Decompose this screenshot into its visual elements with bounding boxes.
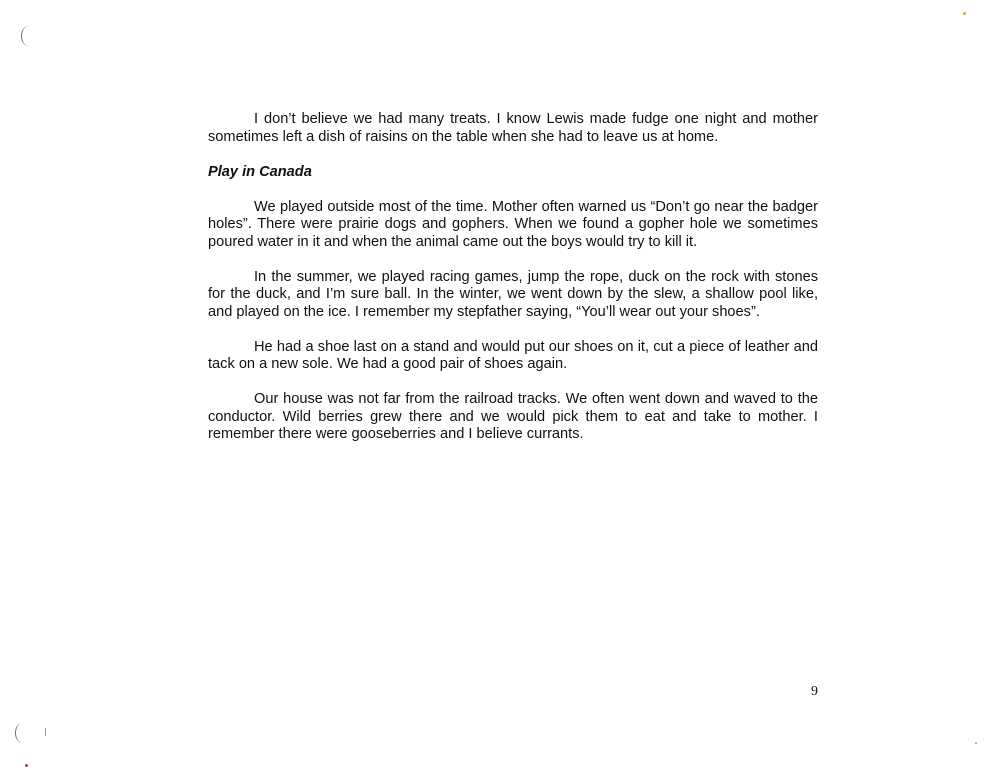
punch-hole-mark-top xyxy=(21,26,36,46)
scan-speck xyxy=(40,728,46,736)
document-body xyxy=(208,111,818,461)
scan-speck xyxy=(963,12,966,15)
scan-speck xyxy=(25,764,28,767)
paragraph-games: In the summer, we played racing games, jump the rope, duck on the rock with stones for the duck, and I’m sure ball. In the winter, we went down by the slew, a shallow pool like, and played on the ice. I remember my stepfather saying, “You’ll wear out your shoes”. xyxy=(208,268,818,320)
punch-hole-mark-bottom xyxy=(15,723,30,743)
section-heading: Play in Canada xyxy=(208,163,312,180)
paragraph-railroad: Our house was not far from the railroad tracks. We often went down and waved to the conductor. Wild berries grew there and we would pick them to eat and take to mother. I remember there were gooseberries and I believe currants. xyxy=(208,391,818,442)
paragraph-outside: We played outside most of the time. Mother often warned us “Don’t go near the badger holes”. There were prairie dogs and gophers. When we found a gopher hole we sometimes poured water in it and when the animal came out the boys would try to kill it. xyxy=(208,198,818,250)
scan-speck xyxy=(975,742,977,744)
paragraph-treats: I don’t believe we had many treats. I know Lewis made fudge one night and mother sometimes left a dish of raisins on the table when she had to leave us at home. xyxy=(208,111,818,145)
paragraph-shoes: He had a shoe last on a stand and would put our shoes on it, cut a piece of leather and tack on a new sole. We had a good pair of shoes again. xyxy=(208,338,818,372)
page-number: 9 xyxy=(811,684,818,699)
